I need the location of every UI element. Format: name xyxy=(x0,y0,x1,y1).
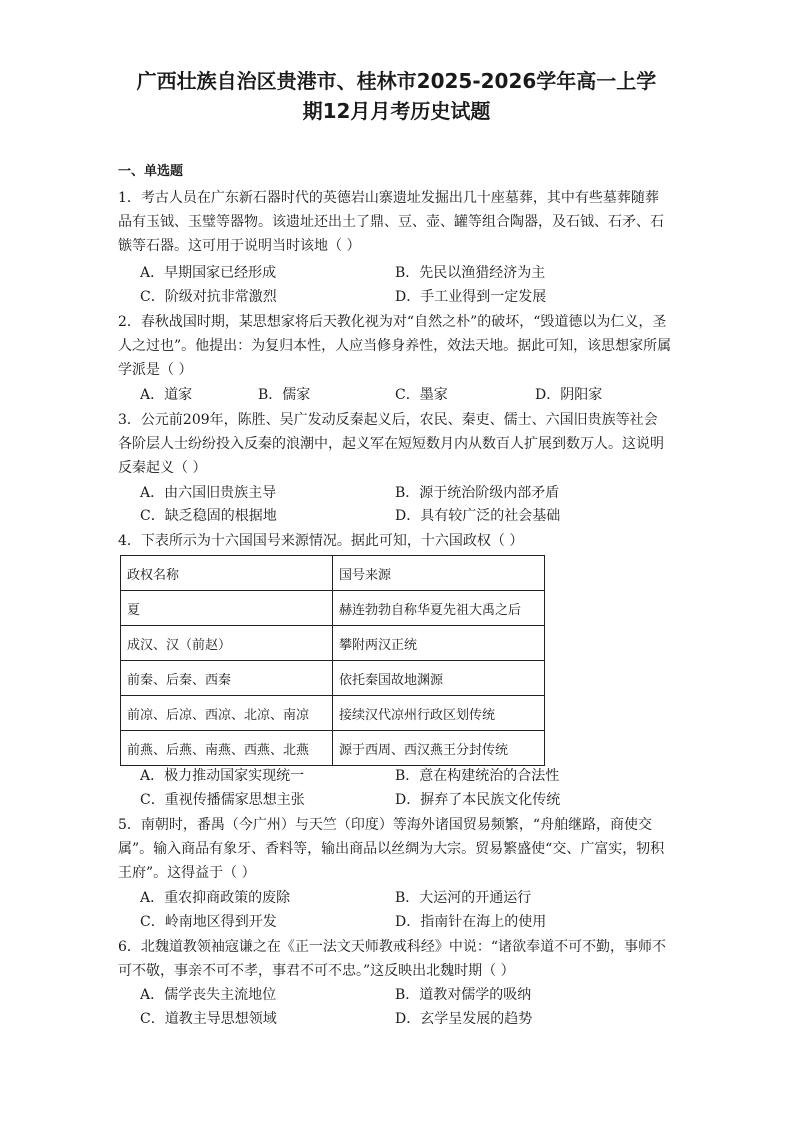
question-4-line-1: 4．下表所示为十六国国号来源情况。据此可知，十六国政权（ ） xyxy=(118,533,524,549)
question-3-option-c: C．缺乏稳固的根据地 xyxy=(140,508,277,524)
question-2-option-b: B．儒家 xyxy=(258,387,311,403)
question-2-line-1: 2．春秋战国时期，某思想家将后天教化视为对“自然之朴”的破坏，“毁道德以为仁义，圣 xyxy=(118,314,667,330)
question-1-option-a: A．早期国家已经形成 xyxy=(140,265,277,281)
question-5-option-c: C．岭南地区得到开发 xyxy=(140,914,277,930)
table-cell: 前秦、后秦、西秦 xyxy=(121,661,333,696)
section-heading: 一、单选题 xyxy=(118,164,184,179)
question-2-line-2: 人之过也”。他提出：为复归本性，人应当修身养性，效法天地。据此可知，该思想家所属 xyxy=(118,338,672,354)
question-3 xyxy=(118,408,678,480)
question-3-line-2: 各阶层人士纷纷投入反秦的浪潮中，起义军在短短数月内从数百人扩展到数万人。这说明 xyxy=(118,436,664,452)
question-1 xyxy=(118,186,678,258)
table-cell: 源于西周、西汉燕王分封传统 xyxy=(333,731,545,766)
question-5 xyxy=(118,813,678,885)
question-5-option-a: A．重农抑商政策的废除 xyxy=(140,890,291,906)
question-2 xyxy=(118,310,678,382)
question-6-option-b: B．道教对儒学的吸纳 xyxy=(395,987,532,1003)
question-2-option-a: A．道家 xyxy=(140,387,193,403)
question-4-option-a: A．极力推动国家实现统一 xyxy=(140,768,305,784)
question-1-option-c: C．阶级对抗非常激烈 xyxy=(140,289,277,305)
question-1-option-d: D．手工业得到一定发展 xyxy=(395,289,547,305)
question-2-line-3: 学派是（ ） xyxy=(118,362,193,378)
table-row xyxy=(121,591,545,626)
question-3-line-1: 3．公元前209年，陈胜、吴广发动反秦起义后，农民、秦吏、儒士、六国旧贵族等社会 xyxy=(118,412,658,428)
table-header-cell: 政权名称 xyxy=(121,556,333,591)
table-header-cell: 国号来源 xyxy=(333,556,545,591)
question-3-option-a: A．由六国旧贵族主导 xyxy=(140,485,277,501)
question-6 xyxy=(118,935,678,983)
question-3-line-3: 反秦起义（ ） xyxy=(118,460,207,476)
question-6-line-2: 可不敬，事亲不可不孝，事君不可不忠。”这反映出北魏时期（ ） xyxy=(118,963,515,979)
question-5-option-d: D．指南针在海上的使用 xyxy=(395,914,547,930)
table-row xyxy=(121,661,545,696)
question-6-option-d: D．玄学呈发展的趋势 xyxy=(395,1011,533,1027)
question-4-option-c: C．重视传播儒家思想主张 xyxy=(140,792,305,808)
table-header-row xyxy=(121,556,545,591)
question-4-option-b: B．意在构建统治的合法性 xyxy=(395,768,560,784)
table-cell: 攀附两汉正统 xyxy=(333,626,545,661)
question-6-option-a: A．儒学丧失主流地位 xyxy=(140,987,277,1003)
table-cell: 夏 xyxy=(121,591,333,626)
question-6-line-1: 6．北魏道教领袖寇谦之在《正一法文天师教戒科经》中说：“诸欲奉道不可不勤，事师不 xyxy=(118,939,667,955)
question-5-line-3: 王府”。这得益于（ ） xyxy=(118,865,256,881)
table-cell: 前凉、后凉、西凉、北凉、南凉 xyxy=(121,696,333,731)
page-title xyxy=(100,66,693,126)
question-5-line-2: 属”。输入商品有象牙、香料等，输出商品以丝绸为大宗。贸易繁盛使“交、广富实，牣积 xyxy=(118,841,665,857)
question-2-option-d: D．阴阳家 xyxy=(535,387,603,403)
table-cell: 接续汉代凉州行政区划传统 xyxy=(333,696,545,731)
question-5-line-1: 5．南朝时，番禺（今广州）与天竺（印度）等海外诸国贸易频繁，“舟舶继路，商使交 xyxy=(118,817,653,833)
table-row xyxy=(121,626,545,661)
question-3-option-d: D．具有较广泛的社会基础 xyxy=(395,508,561,524)
question-2-option-c: C．墨家 xyxy=(395,387,448,403)
question-1-line-3: 镞等石器。这可用于说明当时该地（ ） xyxy=(118,238,361,254)
question-4 xyxy=(118,529,678,553)
question-4-option-d: D．摒弃了本民族文化传统 xyxy=(395,792,561,808)
question-5-option-b: B．大运河的开通运行 xyxy=(395,890,532,906)
title-line-2: 期12月月考历史试题 xyxy=(302,99,491,123)
table-cell: 前燕、后燕、南燕、西燕、北燕 xyxy=(121,731,333,766)
table-cell: 依托秦国故地渊源 xyxy=(333,661,545,696)
table-cell: 成汉、汉（前赵） xyxy=(121,626,333,661)
table-row xyxy=(121,731,545,766)
title-line-1: 广西壮族自治区贵港市、桂林市2025-2026学年高一上学 xyxy=(136,69,657,93)
question-1-line-2: 品有玉钺、玉璧等器物。该遗址还出土了鼎、豆、壶、罐等组合陶器，及石钺、石矛、石 xyxy=(118,214,664,230)
question-1-option-b: B．先民以渔猎经济为主 xyxy=(395,265,546,281)
table-row xyxy=(121,696,545,731)
nation-name-table xyxy=(120,555,545,766)
question-3-option-b: B．源于统治阶级内部矛盾 xyxy=(395,485,560,501)
question-1-line-1: 1．考古人员在广东新石器时代的英德岩山寨遗址发掘出几十座墓葬，其中有些墓葬随葬 xyxy=(118,190,659,206)
question-6-option-c: C．道教主导思想领域 xyxy=(140,1011,277,1027)
table-cell: 赫连勃勃自称华夏先祖大禹之后 xyxy=(333,591,545,626)
